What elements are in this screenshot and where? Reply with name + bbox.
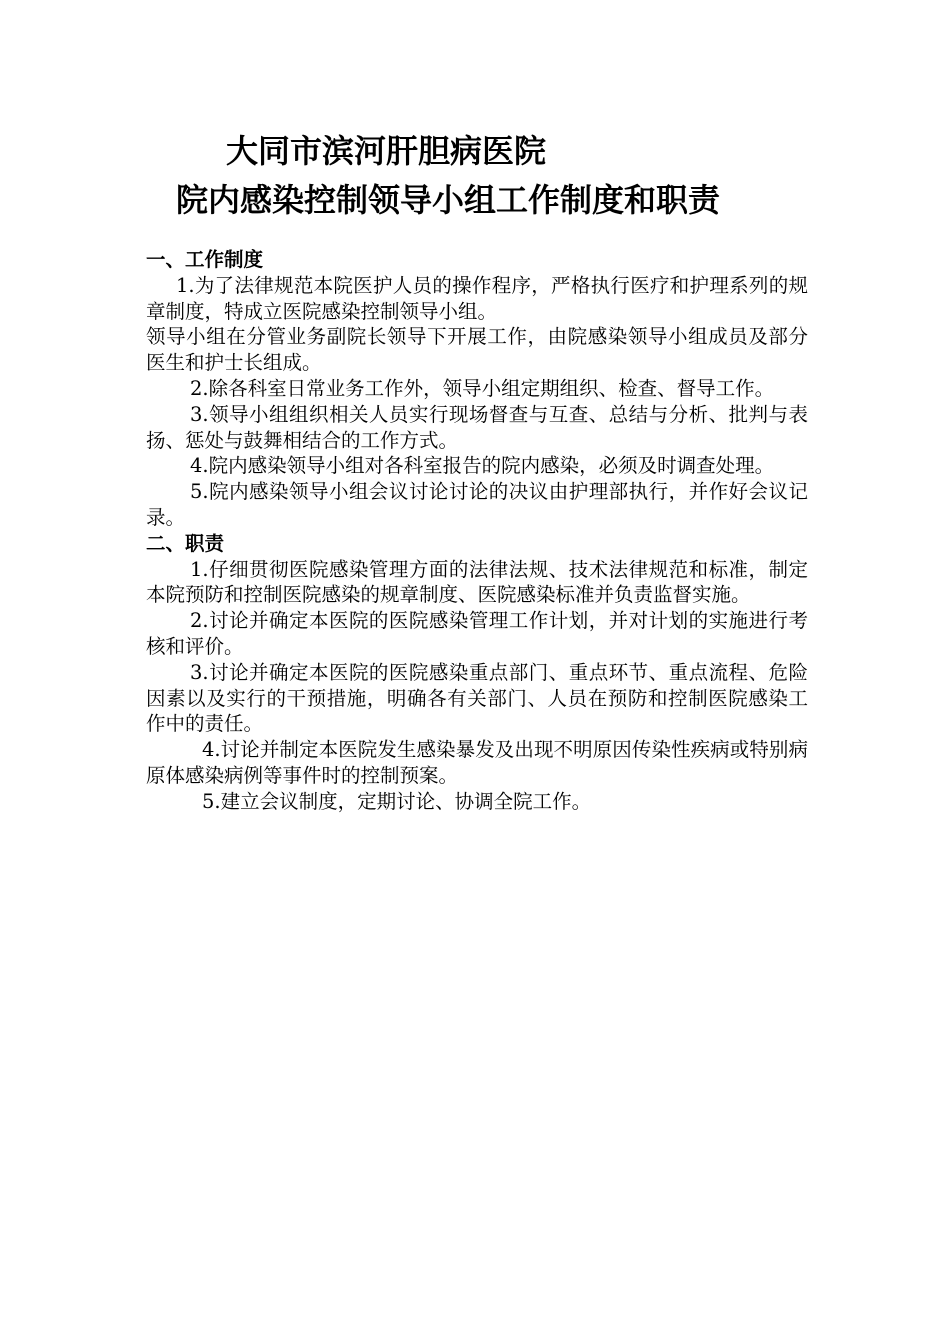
work-rules-paragraph-5: 5.院内感染领导小组会议讨论讨论的决议由护理部执行，并作好会议记录。 (146, 480, 808, 529)
duties-paragraph-4: 4.讨论并制定本医院发生感染暴发及出现不明原因传染性疾病或特别病原体感染病例等事件时的控制预案。 (146, 738, 808, 787)
duties-paragraph-2: 2.讨论并确定本医院的医院感染管理工作计划，并对计划的实施进行考核和评价。 (146, 609, 808, 658)
document-title: 院内感染控制领导小组工作制度和职责 (176, 181, 721, 219)
work-rules-paragraph-4: 4.院内感染领导小组对各科室报告的院内感染，必须及时调查处理。 (190, 454, 775, 478)
hospital-name-title: 大同市滨河肝胆病医院 (226, 132, 547, 170)
duties-paragraph-1: 1.仔细贯彻医院感染管理方面的法律法规、技术法律规范和标准，制定本院预防和控制医院感染的规章制度、医院感染标准并负责监督实施。 (146, 557, 808, 607)
document-body (146, 247, 808, 815)
work-rules-paragraph-1: 1.为了法律规范本院医护人员的操作程序，严格执行医疗和护理系列的规章制度，特成立医院感染控制领导小组。 (146, 273, 808, 323)
duties-paragraph-5: 5.建立会议制度，定期讨论、协调全院工作。 (202, 789, 592, 813)
duties-paragraph-3: 3.讨论并确定本医院的医院感染重点部门、重点环节、重点流程、危险因素以及实行的干预措施，明确各有关部门、人员在预防和控制医院感染工作中的责任。 (146, 660, 808, 736)
work-rules-paragraph-3: 3.领导小组组织相关人员实行现场督查与互查、总结与分析、批判与表扬、惩处与鼓舞相结合的工作方式。 (146, 402, 808, 452)
work-rules-paragraph-1b: 领导小组在分管业务副院长领导下开展工作，由院感染领导小组成员及部分医生和护士长组成。 (146, 325, 808, 375)
work-rules-paragraph-2: 2.除各科室日常业务工作外，领导小组定期组织、检查、督导工作。 (190, 376, 775, 400)
section-heading-work-rules: 一、工作制度 (146, 248, 264, 271)
section-heading-duties: 二、职责 (146, 531, 225, 555)
